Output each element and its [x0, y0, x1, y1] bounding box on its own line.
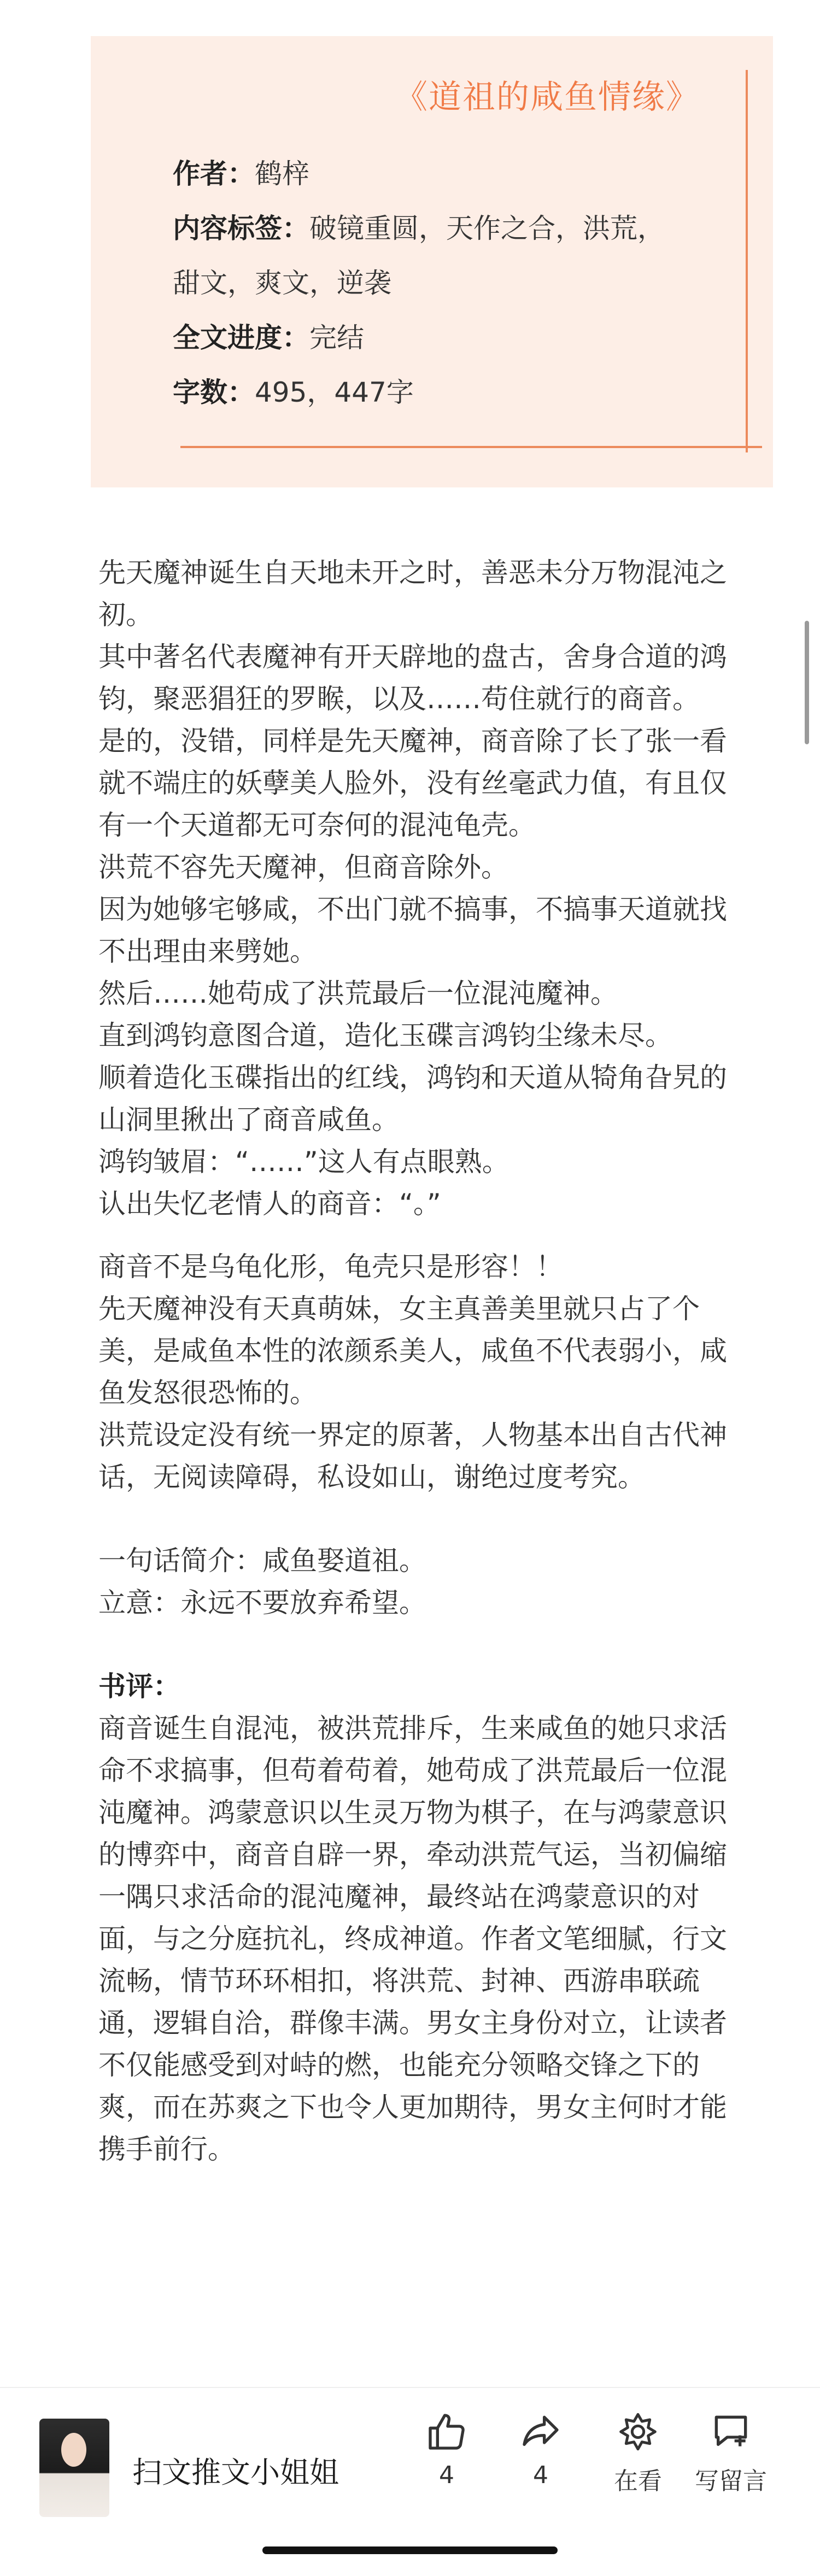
share-count: 4: [533, 2461, 548, 2489]
word-count-value: 495，447字: [255, 377, 414, 408]
thumbs-up-icon: [425, 2410, 468, 2454]
comment-button[interactable]: [690, 2410, 772, 2496]
card-decor-horizontal-line: [180, 446, 762, 448]
tags-value-line2: 甜文，爽文，逆袭: [173, 267, 391, 299]
bottom-action-bar: [0, 2387, 820, 2576]
comment-label: 写留言: [695, 2467, 767, 2495]
book-title: 《道祖的咸鱼情缘》: [395, 78, 700, 116]
intro-paragraph: 其中著名代表魔神有开天辟地的盘古，舍身合道的鸿钧，聚恶猖狂的罗睺，以及……苟住就行的商音。: [98, 641, 727, 715]
tags-label: 内容标签：: [173, 213, 309, 244]
intro-paragraph: 是的，没错，同样是先天魔神，商音除了长了张一看就不端庄的妖孽美人脸外，没有丝毫武力值，有且仅有一个天道都无可奈何的混沌龟壳。: [98, 725, 727, 841]
intro-paragraph: 洪荒不容先天魔神，但商音除外。: [98, 851, 508, 883]
tags-value-line1: 破镜重圆，天作之合，洪荒，: [309, 213, 665, 244]
like-count: 4: [439, 2461, 454, 2489]
progress-value: 完结: [309, 322, 364, 354]
intro-paragraph: 先天魔神诞生自天地未开之时，善恶未分万物混沌之初。: [98, 557, 727, 631]
word-count-label: 字数：: [173, 377, 255, 408]
word-count-row: [173, 370, 414, 410]
review-heading: 书评：: [98, 1671, 180, 1702]
intro-paragraph: 鸿钧皱眉：“……”这人有点眼熟。: [98, 1146, 509, 1178]
intro-paragraph: 认出失忆老情人的商音：“。”: [98, 1188, 441, 1220]
watching-button[interactable]: [597, 2410, 679, 2496]
author-value: 鹤梓: [255, 158, 309, 190]
intro-paragraph: 然后……她苟成了洪荒最后一位混沌魔神。: [98, 978, 618, 1009]
progress-row: [173, 316, 364, 355]
like-button[interactable]: [406, 2410, 488, 2489]
author-label: 作者：: [173, 158, 255, 190]
author-row: [173, 152, 309, 191]
scroll-indicator[interactable]: [805, 621, 809, 744]
intro-paragraph: 顺着造化玉碟指出的红线，鸿钧和天道从犄角旮旯的山洞里揪出了商音咸鱼。: [98, 1062, 727, 1136]
watching-flower-icon: [616, 2410, 660, 2454]
intro-paragraph: 因为她够宅够咸，不出门就不搞事，不搞事天道就找不出理由来劈她。: [98, 893, 727, 967]
share-button[interactable]: [500, 2410, 582, 2489]
tags-row-continued: [173, 261, 391, 301]
intro-paragraph: 直到鸿钧意图合道，造化玉碟言鸿钧尘缘未尽。: [98, 1020, 672, 1051]
watching-label: 在看: [614, 2467, 662, 2495]
account-name[interactable]: 扫文推文小姐姐: [132, 2455, 339, 2490]
home-indicator[interactable]: [262, 2546, 558, 2554]
progress-label: 全文进度：: [173, 322, 309, 354]
one-line-summary: 一句话简介：咸鱼娶道祖。: [98, 1545, 426, 1577]
tags-row: [173, 207, 665, 246]
comment-icon: [709, 2410, 753, 2454]
account-avatar[interactable]: [39, 2419, 109, 2517]
share-arrow-icon: [519, 2410, 563, 2454]
note-paragraph: 洪荒设定没有统一界定的原著，人物基本出自古代神话，无阅读障碍，私设如山，谢绝过度考究。: [98, 1419, 727, 1493]
note-paragraph: 商音不是乌龟化形，龟壳只是形容！！: [98, 1251, 563, 1283]
note-paragraph: 先天魔神没有天真萌妹，女主真善美里就只占了个美，是咸鱼本性的浓颜系美人，咸鱼不代表弱小，咸鱼发怒很恐怖的。: [98, 1293, 727, 1409]
review-text: 商音诞生自混沌，被洪荒排斥，生来咸鱼的她只求活命不求搞事，但苟着苟着，她苟成了洪荒最后一位混沌魔神。鸿蒙意识以生灵万物为棋子，在与鸿蒙意识的博弈中，商音自辟一界，牵动洪荒气运，当初偏缩一隅只求活命的混沌魔神，最终站在鸿蒙意识的对面，与之分庭抗礼，终成神道。作者文笔细腻，行文流畅，情节环环相扣，将洪荒、封神、西游串联疏通，逻辑自洽，群像丰满。男女主身份对立，让读者不仅能感受到对峙的燃，也能充分领略交锋之下的爽，而在苏爽之下也令人更加期待，男女主何时才能携手前行。: [98, 1713, 727, 2165]
theme-line: 立意：永远不要放弃希望。: [98, 1587, 426, 1619]
article-body: [98, 552, 727, 2171]
card-decor-vertical-line: [746, 70, 748, 452]
